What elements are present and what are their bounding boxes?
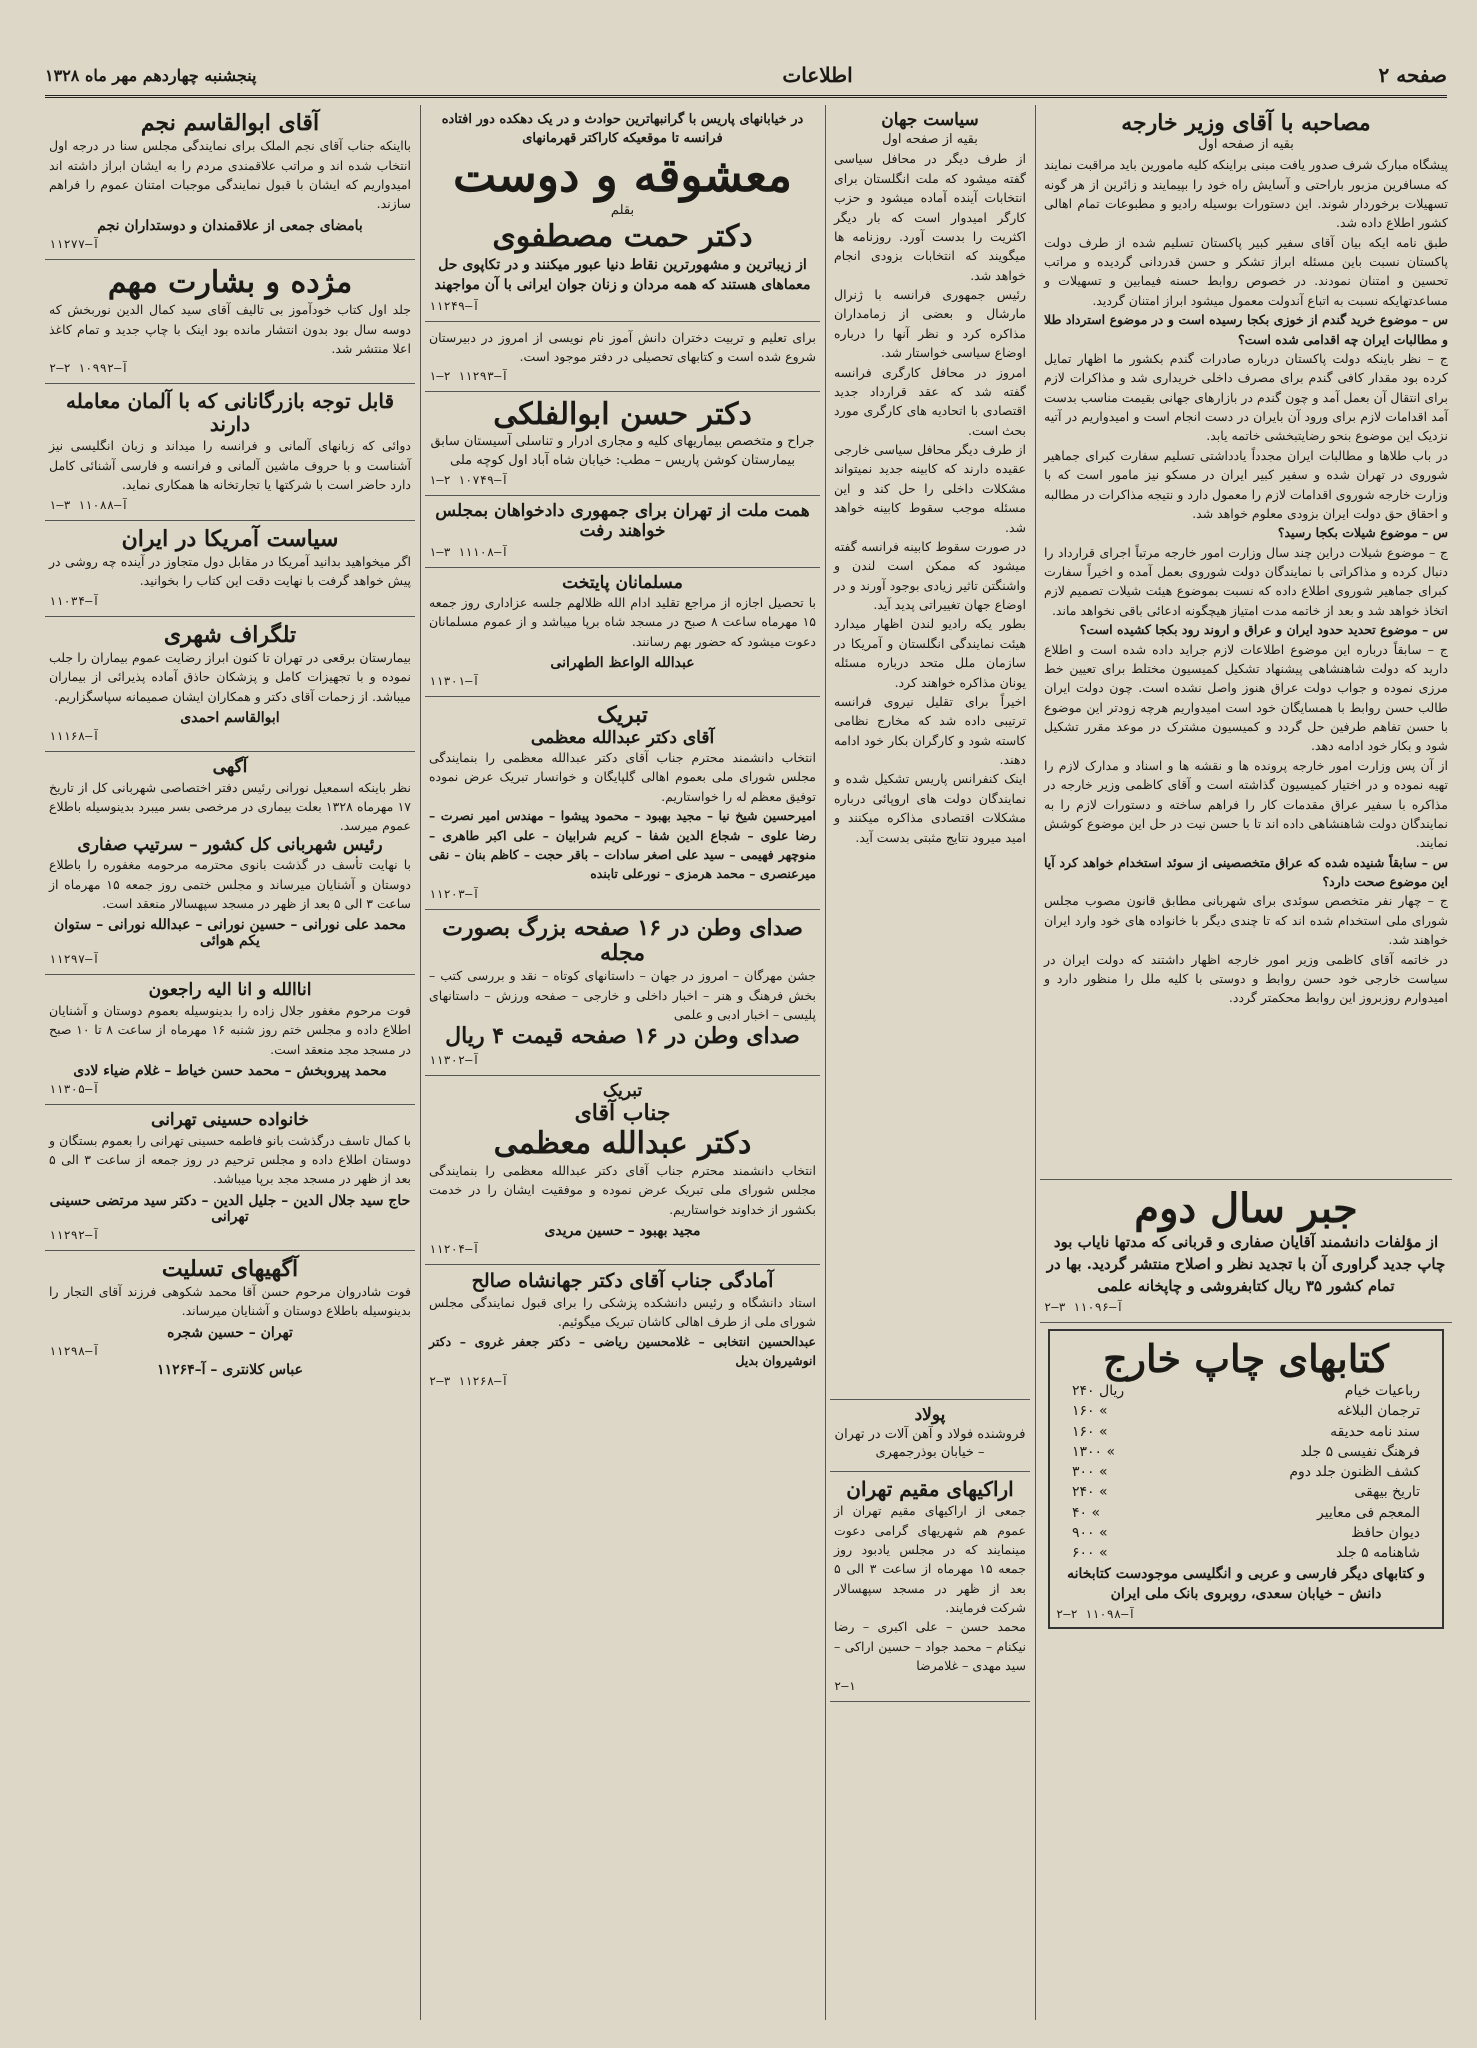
congrats-body: انتخاب دانشمند محترم جناب آقای دکتر عبدالله معظمی را بنمایندگی مجلس شورای ملی بعموم اهالی گلپایگان و خوانسار تبریک عرض نموده توفیق معظم له را خواستاریم. — [429, 750, 816, 804]
school-body: برای تعلیم و تربیت دختران دانش آموز نام نویسی از امروز در دبیرستان شروع شده است و کتابهای تحصیلی در دفتر موجود است. — [429, 329, 816, 364]
najm-code: آ–۱۱۲۷۷ — [49, 236, 100, 251]
book-row — [1056, 1401, 1436, 1421]
interview-q2: س – موضوع شیلات بکجا رسید؟ — [1277, 525, 1448, 541]
magazine-title: صدای وطن در ۱۶ صفحه بزرگ بصورت مجله — [442, 914, 803, 966]
world-politics-article — [830, 105, 1030, 1400]
condolence-sig: تهران – حسین شجره — [167, 1324, 293, 1341]
police-title: رئیس شهربانی کل کشور – سرتیپ صفاری — [77, 834, 383, 855]
interview-p1: پیشگاه مبارک شرف صدور یافت مبنی براینکه کلیه مامورین باید مراقبت نمایند که مسافرین مزبور باراحتی و آسایش راه خود را بپیمایند و زائرین از هر گونه تسهیلات برخوردار شوند. این دستورات بوسیله رادیو و مطبوعات تمام اهالی کشور اطلاع داده شد. — [1044, 157, 1448, 231]
interview-title: مصاحبه با آقای وزیر خارجه — [1121, 110, 1371, 136]
novel-desc: از زیباترین و مشهورترین نقاط دنیا عبور میکنند و در تکاپوی حل معماهای هستند که همه مردان و زنان جوان ایرانی با آن مواجهند — [434, 256, 811, 294]
merchants-code: آ–۱۱۰۸۸ ۳–۱ — [49, 497, 129, 512]
book-name: تاریخ بیهقی — [1354, 1484, 1420, 1501]
magazine-code: آ–۱۱۳۰۲ — [429, 1052, 480, 1067]
column-ads-center — [425, 105, 820, 2020]
book-name: سند نامه حدیقه — [1330, 1423, 1420, 1440]
algebra-ad — [1040, 1180, 1452, 1323]
interview-a2: ج – موضوع شیلات دراین چند سال وزارت امور خارجه مرتباً اجرای قرارداد را دنبال کرده و مذاکراتی با نمایندگان دولت شوروی بعمل آمده و اخیراً سفارت کبرای جماهیر شوروی اطلاع داده که نسبت بموضوع هیئت شیلات تصمیم لازم اتخاذ خواهد شد و بعد از خاتمه مدت امتیاز هیچگونه ادعائی باقی نخواهد ماند. — [1044, 544, 1448, 618]
readiness-body: استاد دانشگاه و رئیس دانشکده پزشکی را برای قبول نمایندگی مجلس شورای ملی از طرف اهالی کاشان تبریک میگوئیم. — [429, 1295, 816, 1330]
najm-title: آقای ابوالقاسم نجم — [140, 110, 320, 136]
interview-cont: بقیه از صفحه اول — [1198, 137, 1294, 153]
interview-q1: س – موضوع خرید گندم از خوزی بکجا رسیده است و در موضوع استرداد طلا و مطالبات ایران چه اقدامی شده است؟ — [1044, 312, 1448, 347]
america-title: سیاست آمریکا در ایران — [121, 525, 339, 552]
book-price: ۹۰۰ « — [1072, 1525, 1108, 1542]
book-row — [1056, 1442, 1436, 1462]
good-news-code: آ–۱۰۹۹۲ ۲–۲ — [49, 361, 129, 376]
book-row — [1056, 1462, 1436, 1482]
readiness-title: آمادگی جناب آقای دکتر جهانشاه صالح — [471, 1270, 774, 1293]
doctor-ad — [425, 392, 820, 496]
congrats2-title: تبریک — [602, 1080, 643, 1101]
readiness-names: عبدالحسین انتخابی – غلامحسین ریاضی – دکتر جعفر غروی – دکتر انوشیروان بدیل — [429, 1333, 816, 1369]
book-name: کشف الظنون جلد دوم — [1289, 1464, 1420, 1481]
magazine-ad — [425, 910, 820, 1076]
congrats-title: تبریک — [597, 702, 648, 729]
telegram-code: آ–۱۱۱۶۸ — [49, 729, 100, 744]
parliament-notice — [425, 496, 820, 567]
school-notice — [425, 322, 820, 393]
paper-name: اطلاعات — [782, 63, 853, 87]
book-name: دیوان حافظ — [1351, 1525, 1420, 1542]
readiness-code: آ–۱۱۲۶۸ ۳–۲ — [429, 1373, 509, 1388]
school-code: آ–۱۱۲۹۳ ۲–۱ — [429, 369, 509, 384]
condolence-code: آ–۱۱۲۹۸ — [49, 1343, 100, 1358]
books-footer: و کتابهای دیگر فارسی و عربی و انگلیسی موجودست کتابخانه دانش – خیابان سعدی، روبروی بانک ملی ایران — [1067, 1565, 1425, 1602]
merchants-title: قابل توجه بازرگانانی که با آلمان معامله دارند — [65, 389, 395, 437]
congrats2-lead: جناب آقای — [574, 1100, 671, 1127]
inna-code: آ–۱۱۳۰۵ — [49, 1082, 100, 1097]
book-name: فرهنگ نفیسی ۵ جلد — [1300, 1443, 1420, 1460]
inna-title: اناالله و انا الیه راجعون — [148, 980, 312, 1001]
world-p1: از طرف دیگر در محافل سیاسی گفته میشود که ملت انگلستان برای انتخابات آینده آماده میشود و حزب کارگر امیدوار است که بار دیگر اکثریت را بدست آورد. روزنامه ها میگویند که انتخابات بزودی انجام خواهد شد. — [834, 151, 1026, 283]
najm-body: بااینکه جناب آقای نجم الملک برای نمایندگی مجلس سنا در درجه اول انتخاب شده اند و مراتب علاقمندی مردم را به ایشان ابراز داشته اند امیدواریم که ایشان با قبول نمایندگی موجبات امتنان عموم را فراهم سازند. — [49, 138, 411, 212]
muslims-body: با تحصیل اجازه از مراجع تقلید ادام الله ظلالهم جلسه عزاداری روز جمعه ۱۵ مهرماه ساعت ۸ صبح در مسجد شاه برپا میباشد و از عموم مسلمانان دعوت میشود که حضور بهم رسانند. — [429, 595, 817, 649]
book-row — [1056, 1482, 1436, 1502]
family-sig: حاج سید جلال الدین – جلیل الدین – دکتر سید مرتضی حسینی تهرانی — [49, 1192, 411, 1225]
america-body: اگر میخواهید بدانید آمریکا در مقابل دول متجاوز در آینده چه روشی در پیش خواهد گرفت با نهایت دقت این کتاب را بخوانید. — [49, 553, 411, 589]
notice-ad — [45, 752, 415, 975]
world-p5: در صورت سقوط کابینه فرانسه گفته میشود که ممکن است لندن و واشنگتن تاثیر زیادی بوجود آورند و در اوضاع جهان تغییراتی پدید آید. — [834, 538, 1026, 613]
interview-p13: در خاتمه آقای کاظمی وزیر امور خارجه اظهار داشتند که دولت ایران در سیاست خارجی خود حسن روابط و دوستی با کلیه ملل را منظور دارد و امیدوارم روزبروز این روابط محکمتر گردد. — [1044, 951, 1448, 1006]
parliament-code: آ–۱۱۱۰۸ ۳–۱ — [429, 544, 509, 559]
good-news-ad — [45, 260, 415, 385]
novel-author: دکتر حمت مصطفوی — [492, 219, 753, 255]
column-rule — [825, 105, 826, 2020]
interview-p5: در باب طلاها و مطالبات ایران مجدداً یادداشتی تسلیم سفارت کبرای جماهیر شوروی در تهران شده و سفیر کبیر ایران در مسکو نیز مامور است که با وزارت خارجه شوروی اقدامات لازم را معمول دارد و نتیجه مذاکرات در مطالبه و احقاق حق دولت ایران بزودی معلوم خواهد شد. — [1044, 447, 1448, 521]
column-rule — [420, 105, 421, 2020]
family-title: خانواده حسینی تهرانی — [151, 1110, 309, 1131]
congrats2-sig: مجید بهبود – حسین مریدی — [544, 1223, 701, 1240]
america-ad — [45, 521, 415, 617]
world-p7: اخیراً برای تقلیل نیروی فرانسه ترتیبی داده شد که مخارج نظامی کاسته شود و کارگران بکار خود ادامه دهند. — [834, 693, 1026, 768]
column-interview — [1040, 105, 1452, 2020]
readiness-notice — [425, 1265, 820, 1395]
condolence-body: فوت شادروان مرحوم حسن آقا محمد شکوهی فرزند آقای التجار را بدینوسیله باطلاع دوستان و آشنایان میرساند. — [49, 1284, 411, 1319]
book-row — [1056, 1523, 1436, 1543]
good-news-title: مژده و بشارت مهم — [107, 264, 353, 300]
congrats-code: آ–۱۱۲۰۳ — [429, 886, 480, 901]
condolence-last: عباس کلانتری – آ–۱۱۲۶۴ — [157, 1361, 303, 1378]
telegram-title: تلگراف شهری — [163, 621, 297, 648]
world-title: سیاست جهان — [881, 110, 979, 130]
family-notice — [45, 1105, 415, 1251]
book-row — [1056, 1422, 1436, 1442]
magazine-price: صدای وطن در ۱۶ صفحه قیمت ۴ ریال — [445, 1023, 800, 1050]
book-price: ۴۰ « — [1072, 1504, 1101, 1521]
book-price: ۱۶۰ « — [1072, 1423, 1108, 1440]
congrats2-notice — [425, 1076, 820, 1265]
interview-a4: ج – چهار نفر متخصص سوئدی برای شهربانی مطابق قانون مصوب مجلس شورای ملی استخدام شده اند که تا چندی دیگر با خانواده های خود وارد ایران خواهند شد. — [1044, 893, 1448, 948]
book-row — [1056, 1381, 1436, 1401]
book-price: ۳۰۰ « — [1072, 1464, 1108, 1481]
world-cont: بقیه از صفحه اول — [882, 131, 978, 147]
world-p2: رئیس جمهوری فرانسه با ژنرال مارشال و بعضی از زمامداران مذاکره کرد و نظر آنها را درباره اوضاع سیاسی خواستار شد. — [834, 287, 1026, 361]
good-news-body: جلد اول کتاب خودآموز بی تالیف آقای سید کمال الدین نوربخش که دوسه سال بود بدون انتشار مانده بود اینک با چاپ جدید و تمام کاغذ اعلا منتشر شد. — [49, 302, 411, 357]
congrats2-body: انتخاب دانشمند محترم جناب آقای دکتر عبدالله معظمی را بنمایندگی مجلس شورای ملی تبریک عرض نموده و موفقیت ایشان را در خدمت بکشور از خداوند خواستاریم. — [429, 1163, 816, 1217]
algebra-body: از مؤلفات دانشمند آقایان صفاری و قربانی که مدتها نایاب بود چاپ جدید گراوری آن با تجدید نظر و اصلاح منتشر گردید. بها در تمام کشور ۳۵ ریال کتابفروشی و چاپخانه علمی — [1046, 1233, 1446, 1295]
muslims-sig: عبدالله الواعظ الطهرانی — [550, 655, 695, 672]
book-price: ۶۰۰ « — [1072, 1545, 1108, 1562]
inna-sig: محمد پیروبخش – محمد حسن خیاط – غلام ضیاء لادی — [73, 1063, 387, 1080]
arak-notice — [830, 1472, 1030, 1701]
doctor-code: آ–۱۰۷۴۹ ۲–۱ — [429, 473, 509, 488]
arak-code: ۲–۱ — [834, 1678, 856, 1693]
book-name: ترجمان البلاغه — [1337, 1403, 1420, 1420]
family-code: آ–۱۱۲۹۲ — [49, 1227, 100, 1242]
books-code: آ–۱۱۰۹۸ ۲–۲ — [1056, 1607, 1136, 1622]
masthead — [45, 55, 1447, 98]
interview-p2: طبق نامه ایکه بیان آقای سفیر کبیر پاکستان تسلیم شده از طرف دولت پاکستان نسبت باین مسئله ابراز تشکر و حسن قدردانی گردیده و مراتب تحسین و امتنان نمودند. در خصوص روابط حسنه فیمابین و تسهیلات و مساعدتهایکه نسبت به اتباع آندولت معمول میشود ابراز امتنان گردید. — [1044, 234, 1448, 308]
novel-by: بقلم — [610, 202, 635, 218]
congrats-sub: آقای دکتر عبدالله معظمی — [530, 727, 715, 748]
novel-code: آ–۱۱۲۴۹ — [429, 298, 480, 313]
telegram-notice — [45, 617, 415, 752]
arak-names: محمد حسن – علی اکبری – رضا نیکنام – محمد جواد – حسین اراکی – سید مهدی – غلامرضا — [834, 1619, 1026, 1674]
interview-a1: ج – نظر باینکه دولت پاکستان درباره صادرات گندم بکشور ما اظهار تمایل کرده بود مقدار کافی گندم برای مصرف داخلی خریداری شد و مذاکرات لازم برای انتقال آن بعمل آمد و چون گندم در بازارهای جهانی بقیمت مناسب بدست آمد اقدامات لازم برای ورود آن بایران در دست انجام است و امیدواریم در آتیه نزدیک این موضوع بنحو رضایتبخشی خاتمه یابد. — [1044, 350, 1448, 444]
najm-sig: بامضای جمعی از علاقمندان و دوستداران نجم — [97, 217, 363, 234]
world-p3: امروز در محافل کارگری فرانسه گفته شد که عقد قرارداد جدید اقتصادی با اتحادیه های کارگری مورد بحث است. — [834, 364, 1026, 438]
book-price: ۱۳۰۰ « — [1072, 1443, 1116, 1460]
book-price: ۲۴۰ « — [1072, 1484, 1108, 1501]
books-list — [1056, 1381, 1436, 1564]
notice-title: آگهی — [212, 757, 248, 778]
book-row — [1056, 1543, 1436, 1563]
doctor-body: جراح و متخصص بیماریهای کلیه و مجاری ادرار و تناسلی آسیستان سابق بیمارستان کوشن پاریس – مطب: خیابان شاه آباد اول کوچه ملی — [430, 433, 815, 468]
arak-title: اراکیهای مقیم تهران — [846, 1477, 1014, 1502]
congrats2-code: آ–۱۱۲۰۴ — [429, 1242, 480, 1257]
interview-article — [1040, 105, 1452, 1180]
interview-q3: س – موضوع تحدید حدود ایران و عراق و اروند رود بکجا کشیده است؟ — [1079, 622, 1448, 638]
notice-body: نظر باینکه اسمعیل نورانی رئیس دفتر اختصاصی شهربانی کل از تاریخ ۱۷ مهرماه ۱۳۲۸ بعلت بیماری در مرخصی بسر میبرد بدینوسیله باطلاع عموم میرسد. — [49, 779, 411, 834]
world-p4: از طرف دیگر محافل سیاسی خارجی عقیده دارند که کابینه جدید نمیتواند مشکلات داخلی را حل کند و این مسئله موجب سقوط کابینه خواهد شد. — [834, 442, 1026, 535]
condolence-notice — [45, 1251, 415, 1386]
interview-p10: از آن پس وزارت امور خارجه پرونده ها و نقشه ها و اسناد و مدارک لازم را تهیه نموده و در اختیار کمیسیون گذاشته است و آقای کاظمی وزیر خارجه در مذاکره با سفیر عراق مقدمات کار را فراهم ساخته و دستورات لازم را به نمایندگان دولت شاهنشاهی داده اند تا با حسن نیت در حل این موضوع کوشش نمایند. — [1044, 757, 1448, 851]
muslims-code: آ–۱۱۳۰۱ — [429, 674, 480, 689]
column-world-politics — [830, 105, 1030, 2020]
congrats-notice — [425, 697, 820, 909]
steel-body: فروشنده فولاد و آهن آلات در تهران – خیابان بوذرجمهری — [834, 1426, 1026, 1461]
police-sig: محمد علی نورانی – حسین نورانی – عبدالله نورانی – ستوان یکم هوائی — [53, 917, 407, 950]
interview-q4: س – سابقاً شنیده شده که عراق متخصصینی از سوئد استخدام خواهد کرد آیا این موضوع صحت دارد؟ — [1044, 854, 1448, 890]
telegram-sig: ابوالقاسم احمدی — [180, 710, 280, 727]
parliament-title: همت ملت از تهران برای جمهوری دادخواهان بمجلس خواهند رفت — [435, 501, 810, 541]
algebra-code: آ–۱۱۰۹۶ ۳–۲ — [1044, 1300, 1124, 1315]
telegram-body: بیمارستان برقعی در تهران تا کنون ابراز رضایت عموم بیماران را جلب نموده و با تجهیزات کامل و پزشکان حاذق آماده پذیرائی از بیماران میباشد. از زحمات آقای دکتر و همکاران ایشان صمیمانه سپاسگزاریم. — [49, 649, 411, 704]
novel-ad — [425, 105, 820, 322]
novel-kicker: در خیابانهای پاریس با گرانبهاترین حوادث و در یک دهکده دور افتاده فرانسه تا موقعیکه کاراکتر قهرمانهای — [441, 112, 804, 146]
police-code: آ–۱۱۲۹۷ — [49, 952, 100, 967]
congrats2-name: دکتر عبدالله معظمی — [493, 1125, 752, 1161]
world-p8: اینک کنفرانس پاریس تشکیل شده و نمایندگان دولت های اروپائی درباره مشکلات اقتصادی مذاکره میکنند و امید میرود نتایج مثبتی بدست آید. — [834, 771, 1026, 845]
inna-notice — [45, 975, 415, 1105]
merchants-body: دوائی که زبانهای آلمانی و فرانسه را میداند و زبان انگلیسی نیز آشناست و با حروف ماشین آلمانی و فرانسه و فارسی آشنائی کامل دارد حاضر است با شرکتها یا تجارتخانه ها همکاری نماید. — [49, 438, 411, 493]
interview-a3: ج – سابقاً درباره این موضوع اطلاعات لازم جراید داده شده است و اطلاع دارید که دولت شاهنشاهی پیشنهاد تشکیل کمیسیون مختلط برای تعیین خط مرزی نموده و جواب دولت عراق هنوز واصل نشده است. چون دولت ایران طالب حسن روابط با همسایگان خود است امیدواریم هرچه زودتر این موضوع با حسن تفاهم طرفین حل گردد و کمیسیون مشترک در موعد مقرر تشکیل شود و بکار خود ادامه دهد. — [1044, 641, 1448, 754]
world-p6: بطور یکه رادیو لندن اظهار میدارد هیئت نمایندگی انگلستان و آمریکا در سازمان ملل متحد درباره مسئله یونان مذاکره خواهند کرد. — [834, 616, 1026, 690]
books-ad — [1048, 1329, 1444, 1629]
inna-body: فوت مرحوم مغفور جلال زاده را بدینوسیله بعموم دوستان و آشنایان اطلاع داده و مجلس ختم روز شنبه ۱۶ مهرماه از ساعت ۸ تا ۱۰ صبح در مسجد مجد منعقد است. — [49, 1002, 411, 1057]
steel-title: پولاد — [914, 1405, 946, 1425]
muslims-notice — [425, 568, 820, 698]
merchants-ad — [45, 384, 415, 520]
magazine-body: جشن مهرگان – امروز در جهان – داستانهای کوتاه – نقد و بررسی کتب – بخش فرهنگ و هنر – اخبار داخلی و خارجی – صفحه ورزش – داستانهای پلیسی – اخبار ادبی و علمی — [429, 968, 816, 1023]
family-body: با کمال تاسف درگذشت بانو فاطمه حسینی تهرانی را بعموم بستگان و دوستان اطلاع داده و مجلس ترحیم در روز جمعه از ساعت ۳ الی ۵ بعد از ظهر در مسجد مجد برپا میباشد. — [49, 1132, 411, 1187]
book-row — [1056, 1503, 1436, 1523]
book-name: شاهنامه ۵ جلد — [1336, 1545, 1420, 1562]
steel-ad — [830, 1400, 1030, 1472]
book-name: رباعیات خیام — [1344, 1382, 1420, 1399]
book-name: المعجم فی معاییر — [1317, 1504, 1420, 1521]
book-price: ۲۴۰ ریال — [1072, 1382, 1125, 1399]
police-body: با نهایت تأسف در گذشت بانوی محترمه مرحومه مغفوره را باطلاع دوستان و آشنایان میرساند و مجلس ختمی روز جمعه ۱۵ مهرماه از ساعت ۳ الی ۵ بعد از ظهر در مسجد سپهسالار منعقد است. — [49, 857, 411, 911]
condolence-title: آگهیهای تسلیت — [161, 1255, 299, 1282]
issue-date: پنجشنبه چهاردهم مهر ماه ۱۳۲۸ — [45, 65, 257, 85]
column-ads-left — [45, 105, 415, 2020]
algebra-title: جبر سال دوم — [1134, 1185, 1358, 1232]
books-title: کتابهای چاپ خارج — [1103, 1336, 1389, 1382]
america-code: آ–۱۱۰۳۴ — [49, 593, 100, 608]
muslims-title: مسلمانان پایتخت — [562, 572, 683, 593]
arak-body: جمعی از اراکیهای مقیم تهران از عموم هم شهریهای گرامی دعوت مینمایند که در مجلس یادبود روز جمعه ۱۵ مهرماه از ساعت ۳ الی ۵ بعد از ظهر در مسجد سپهسالار شرکت فرمایند. — [834, 1503, 1026, 1616]
column-rule — [1035, 105, 1036, 2020]
page-number: صفحه ۲ — [1378, 63, 1447, 87]
congrats-names: امیرحسین شیخ نیا – مجید بهبود – محمود پیشوا – مهندس امیر نصرت – رضا علوی – شجاع الدین شفا – کریم شرابیان – علی اکبر طاهری – منوچهر فهیمی – سید علی اصغر سادات – باقر حجت – کاظم بنان – نقی میرعنصری – محمد هرمزی – نورعلی تابنده — [429, 808, 816, 882]
najm-notice — [45, 105, 415, 260]
book-price: ۱۶۰ « — [1072, 1403, 1108, 1420]
novel-title: معشوقه و دوست — [453, 147, 792, 202]
doctor-name: دکتر حسن ابوالفلکی — [493, 397, 752, 433]
